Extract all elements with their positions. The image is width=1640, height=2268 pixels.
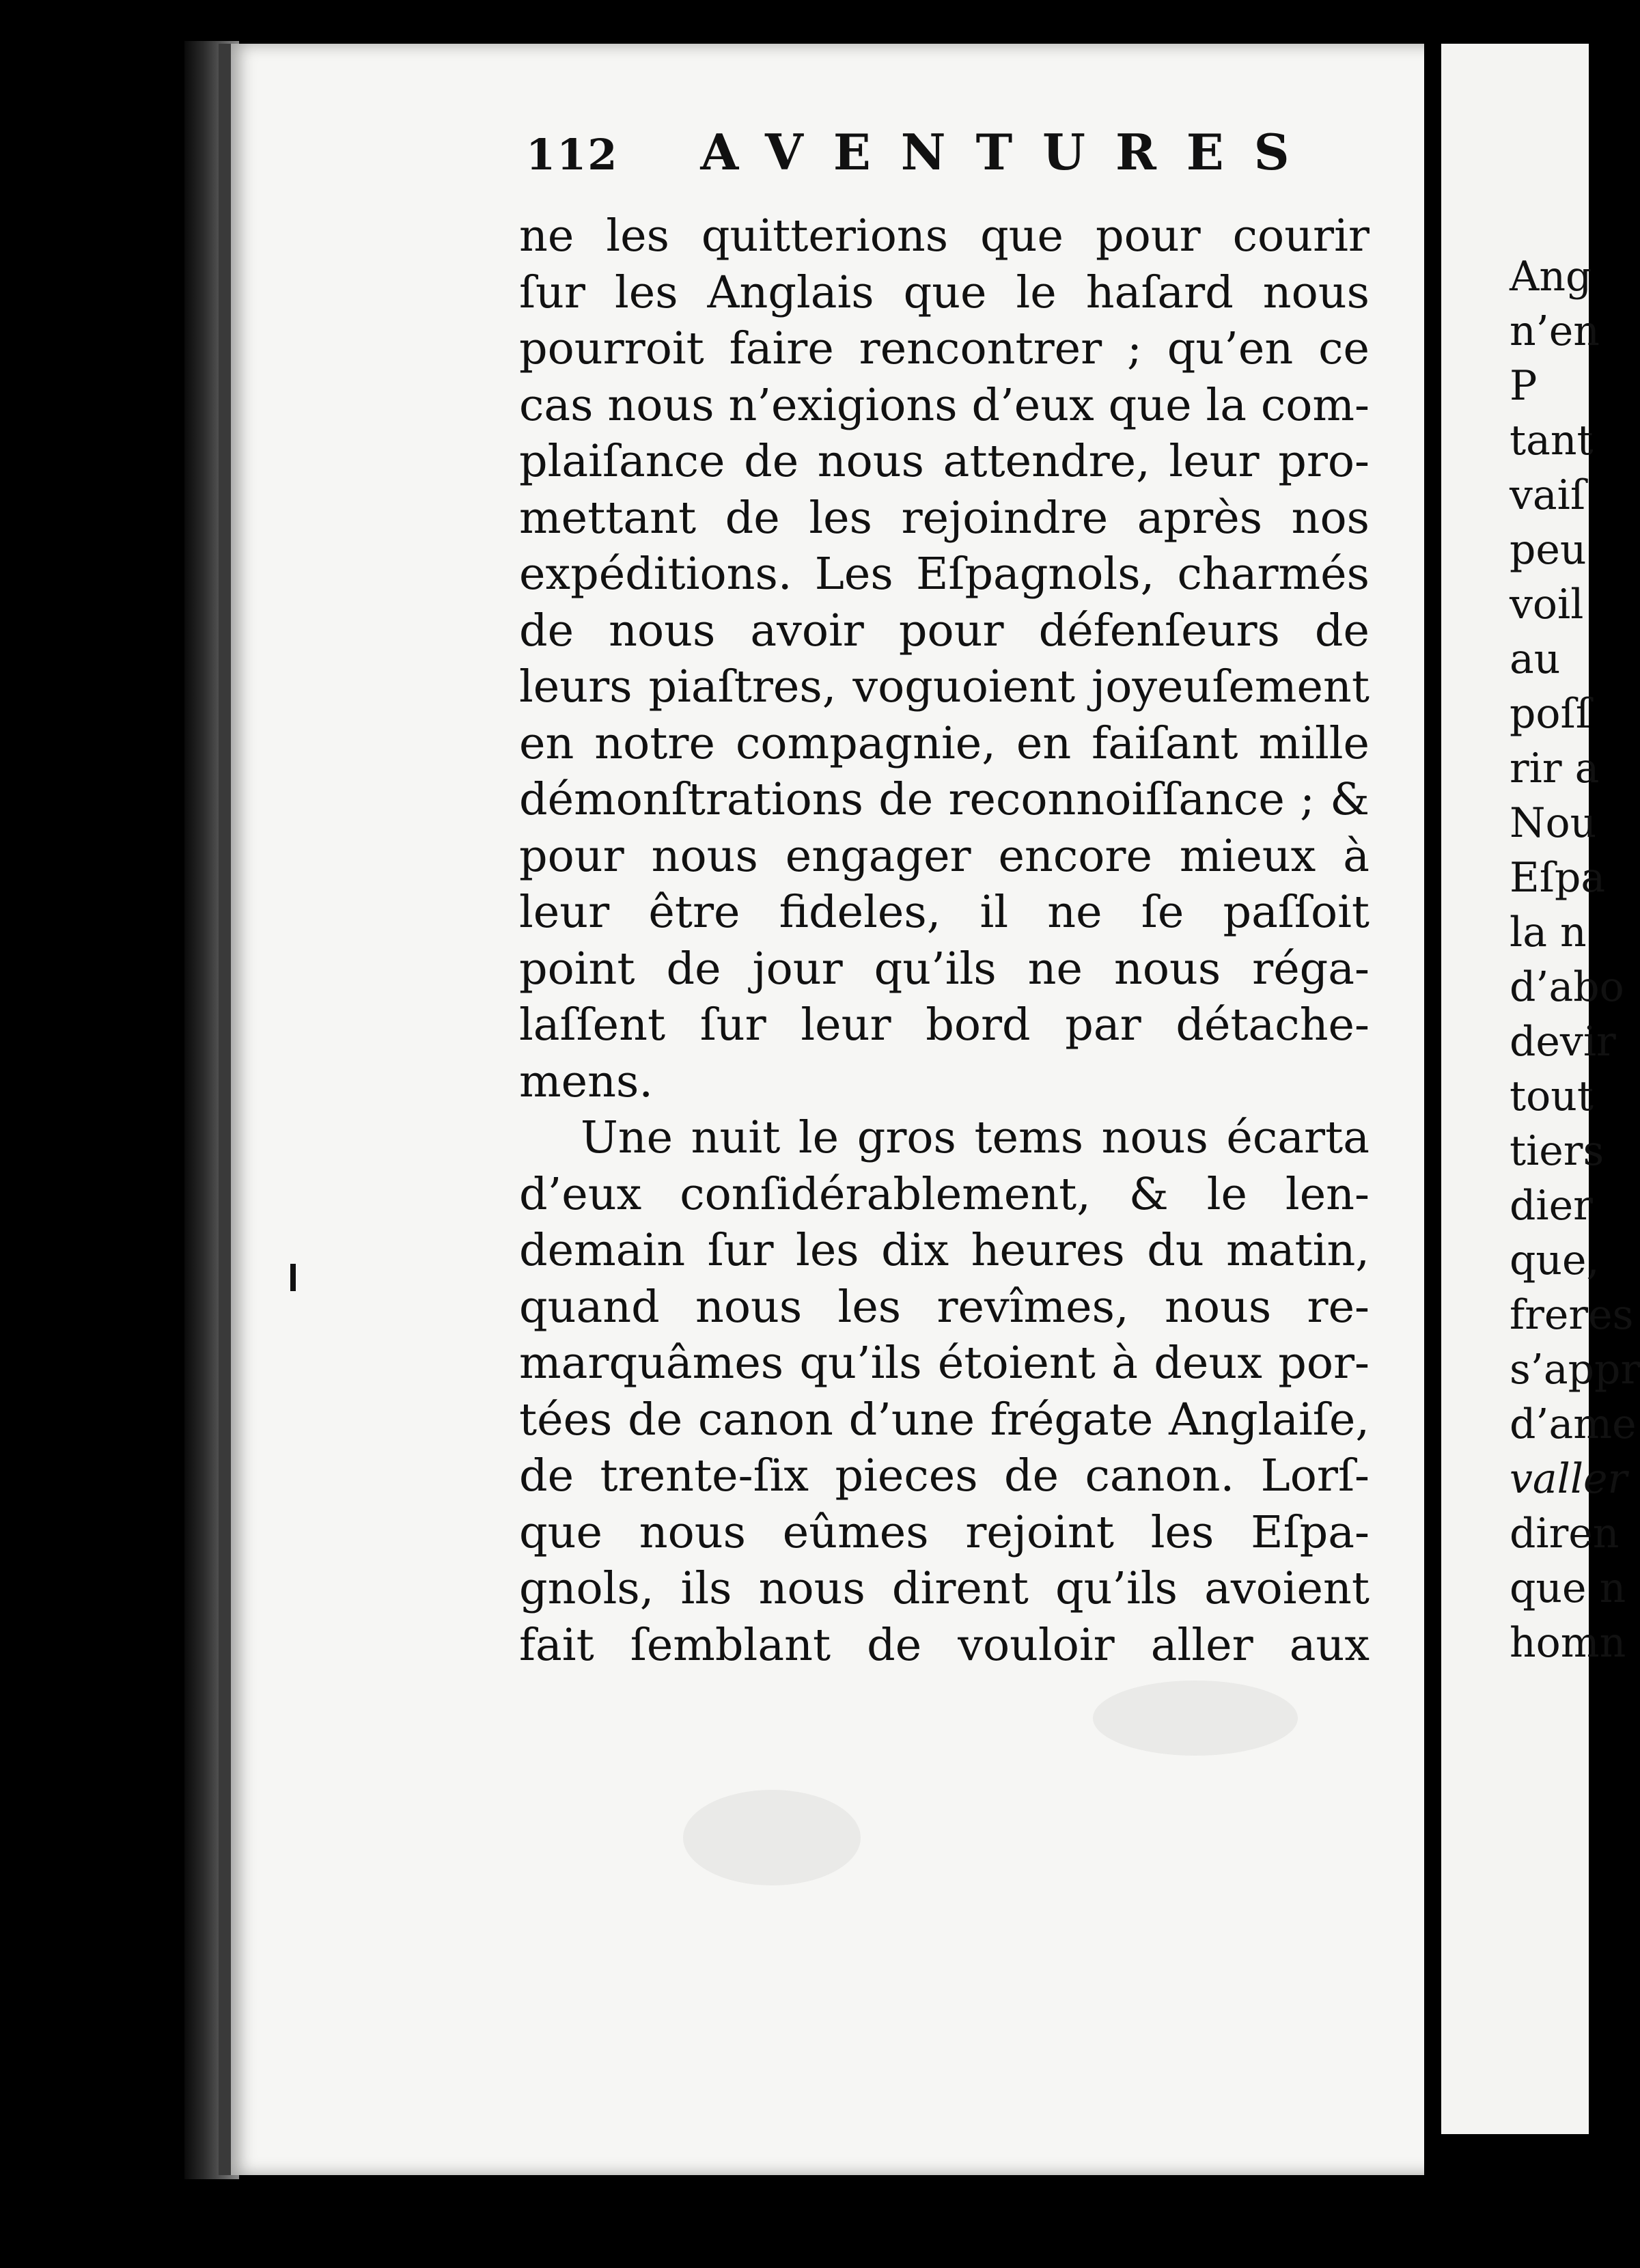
text-line: demain ſur les dix heures du matin,	[519, 1225, 1370, 1276]
text-line: ſur les Anglais que le haſard nous	[519, 266, 1370, 318]
text-line: que nous eûmes rejoint les Eſpa-	[519, 1506, 1370, 1558]
text-line: de trente-ſix pieces de canon. Lorſ-	[519, 1450, 1370, 1502]
facing-line: homn	[1510, 1619, 1626, 1667]
page-number: 112	[526, 130, 619, 180]
facing-line: voil	[1510, 581, 1584, 628]
text-line: expéditions. Les Eſpagnols, charmés	[519, 549, 1370, 600]
facing-line: dier	[1510, 1182, 1593, 1230]
text-line: point de jour qu’ils ne nous réga-	[519, 943, 1370, 995]
facing-line: Ang	[1510, 253, 1592, 301]
facing-line: tant	[1510, 417, 1594, 465]
text-line: plaiſance de nous attendre, leur pro-	[519, 436, 1370, 487]
paper-stain	[683, 1790, 861, 1885]
text-line: marquâmes qu’ils étoient à deux por-	[519, 1338, 1370, 1389]
facing-line: tiers	[1510, 1127, 1604, 1175]
facing-line: peu	[1510, 526, 1587, 574]
facing-page-text	[1510, 249, 1640, 1670]
facing-line: tout	[1510, 1073, 1594, 1120]
facing-line: freres	[1510, 1291, 1634, 1339]
text-line: en notre compagnie, en faiſant mille	[519, 717, 1370, 769]
facing-line: d’abo	[1510, 963, 1624, 1011]
running-title: AVENTURES	[700, 123, 1320, 181]
text-line: cas nous n’exigions d’eux que la com-	[519, 379, 1370, 431]
facing-line: que n	[1510, 1564, 1626, 1612]
facing-line: s’appr	[1510, 1346, 1640, 1394]
facing-line: diren	[1510, 1510, 1620, 1558]
text-line: quand nous les revîmes, nous re-	[519, 1281, 1370, 1333]
facing-line: rir a	[1510, 745, 1600, 792]
facing-line: Nou	[1510, 799, 1597, 847]
facing-line: P	[1510, 362, 1538, 410]
text-line: leurs piaſtres, voguoient joyeuſement	[519, 661, 1370, 713]
text-line: d’eux conſidérablement, & le len-	[519, 1168, 1370, 1220]
facing-line: d’ame	[1510, 1400, 1637, 1448]
text-line: mens.	[519, 1055, 653, 1107]
facing-line: n’en	[1510, 307, 1600, 355]
body-text	[519, 208, 1370, 1674]
text-line: pour nous engager encore mieux à	[519, 830, 1370, 882]
facing-line: Eſpa	[1510, 854, 1606, 902]
facing-line: vaiſ	[1510, 471, 1586, 519]
text-line: laſſent ſur leur bord par détache-	[519, 999, 1370, 1051]
paper-stain	[1093, 1681, 1298, 1756]
facing-line: valler	[1510, 1455, 1628, 1503]
text-line: de nous avoir pour défenſeurs de	[519, 605, 1370, 656]
text-line: mettant de les rejoindre après nos	[519, 492, 1370, 544]
text-line: démonſtrations de reconnoiſſance ; &	[519, 774, 1370, 825]
text-line: leur être fideles, il ne ſe paſſoit	[519, 887, 1370, 938]
text-line: fait ſemblant de vouloir aller aux	[519, 1619, 1370, 1671]
facing-line: que,	[1510, 1236, 1600, 1284]
facing-line: devir	[1510, 1018, 1616, 1066]
facing-line: au	[1510, 635, 1561, 683]
running-head	[526, 123, 1320, 184]
text-line: pourroit faire rencontrer ; qu’en ce	[519, 323, 1370, 374]
text-line: ne les quitterions que pour courir	[519, 210, 1370, 262]
text-line: gnols, ils nous dirent qu’ils avoient	[519, 1563, 1370, 1614]
margin-mark	[290, 1264, 296, 1291]
facing-line: la n	[1510, 909, 1587, 956]
facing-line: poſſ	[1510, 690, 1591, 738]
text-line: Une nuit le gros tems nous écarta	[581, 1112, 1370, 1163]
text-line: tées de canon d’une frégate Anglaiſe,	[519, 1394, 1370, 1446]
